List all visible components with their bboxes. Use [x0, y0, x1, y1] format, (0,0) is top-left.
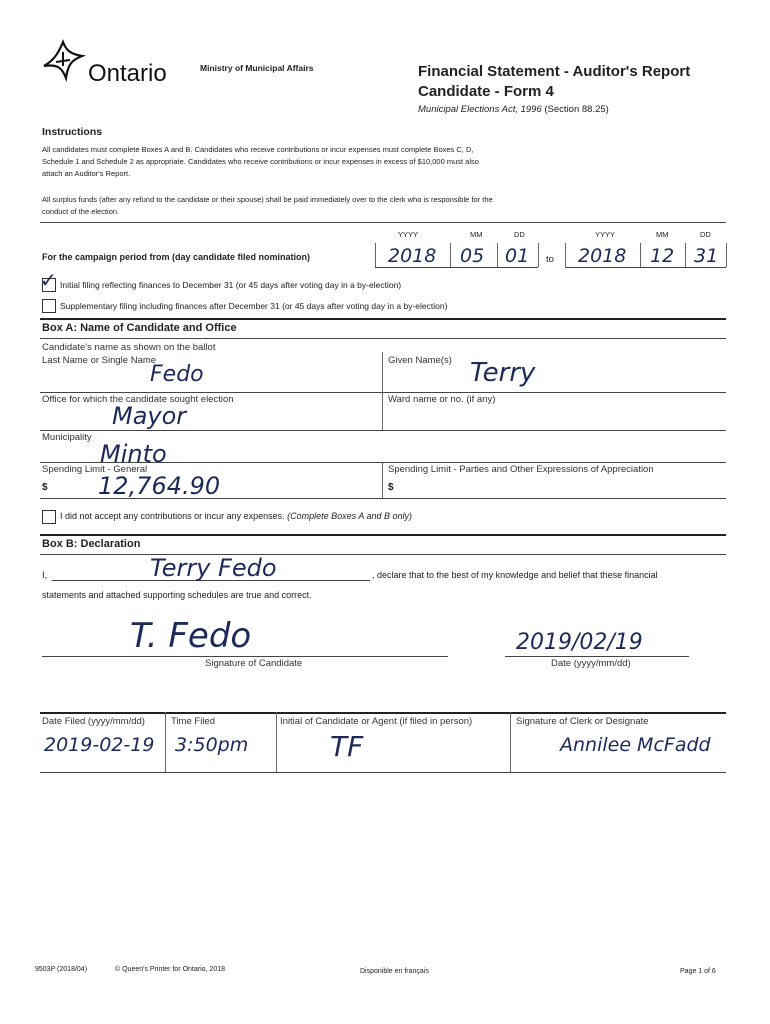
instructions-p2-l1: All surplus funds (after any refund to the candidate or their spouse) shall be paid immediately over to the clerk who is responsible for the: [42, 195, 493, 204]
period-from-yyyy[interactable]: 2018: [388, 245, 437, 267]
period-to-mm[interactable]: 12: [650, 245, 675, 267]
trillium-icon: [40, 38, 86, 84]
spending-general-label: Spending Limit - General: [42, 464, 148, 475]
signature-line: [42, 656, 448, 657]
period-frame: [565, 243, 566, 267]
date-filed-label: Date Filed (yyyy/mm/dd): [42, 716, 145, 727]
box-b-top-rule: [40, 534, 726, 536]
period-frame: [685, 243, 686, 267]
i-label: I,: [42, 570, 48, 581]
period-frame: [375, 267, 538, 268]
supplementary-filing-checkbox[interactable]: [42, 299, 56, 313]
box-a-divider: [40, 338, 726, 339]
form-number: 9503P (2018/04): [35, 966, 88, 973]
initial-agent-label: Initial of Candidate or Agent (if filed in person): [280, 716, 473, 727]
initial-agent-value[interactable]: TF: [330, 730, 364, 763]
ward-label: Ward name or no. (if any): [388, 394, 496, 405]
clerk-signature-label: Signature of Clerk or Designate: [516, 716, 649, 727]
period-frame: [375, 243, 376, 267]
time-filed-value[interactable]: 3:50pm: [175, 734, 249, 756]
no-contributions-note: (Complete Boxes A and B only): [287, 511, 413, 521]
spending-parties-label: Spending Limit - Parties and Other Expressions of Appreciation: [388, 464, 654, 475]
municipality-label: Municipality: [42, 432, 92, 443]
copyright: © Queen's Printer for Ontario, 2018: [115, 966, 225, 973]
box-a-top-rule: [40, 318, 726, 320]
office-value[interactable]: Mayor: [112, 402, 187, 430]
last-name-label: Last Name or Single Name: [42, 355, 157, 366]
field-rule: [40, 462, 726, 463]
initial-filing-label: Initial filing reflecting finances to December 31 (or 45 days after voting day in a by-election): [60, 280, 402, 290]
to-label: to: [546, 254, 554, 265]
form-title-line1: Financial Statement - Auditor's Report: [418, 63, 691, 80]
declaration-date-label: Date (yyyy/mm/dd): [551, 658, 631, 669]
period-frame: [726, 243, 727, 267]
act-name: Municipal Elections Act, 1996: [418, 104, 542, 115]
declarant-value[interactable]: Terry Fedo: [150, 554, 277, 582]
filed-bottom-rule: [40, 772, 726, 773]
clerk-signature-value[interactable]: Annilee McFadd: [560, 734, 711, 756]
col-mm-from: MM: [470, 230, 483, 239]
field-rule: [40, 498, 726, 499]
instructions-p2-l2: conduct of the election.: [42, 207, 120, 216]
declare-text-2: statements and attached supporting schedules are true and correct.: [42, 590, 312, 600]
period-to-dd[interactable]: 31: [694, 245, 719, 267]
col-mm-to: MM: [656, 230, 669, 239]
filed-top-rule: [40, 712, 726, 714]
instructions-p1-l2: Schedule 1 and Schedule 2 as appropriate. Candidates who receive contributions or incur expenses in excess of $10,000 must also: [42, 157, 479, 166]
ontario-wordmark: Ontario: [88, 60, 167, 87]
instructions-heading: Instructions: [42, 126, 103, 138]
date-filed-value[interactable]: 2019-02-19: [44, 734, 155, 756]
period-to-yyyy[interactable]: 2018: [578, 245, 627, 267]
form-title-line2: Candidate - Form 4: [418, 83, 554, 100]
instructions-p1-l3: attach an Auditor's Report.: [42, 169, 131, 178]
period-frame: [640, 243, 641, 267]
office-label: Office for which the candidate sought election: [42, 394, 234, 405]
period-frame: [497, 243, 498, 267]
declaration-date-value[interactable]: 2019/02/19: [516, 630, 643, 655]
col-yyyy-to: YYYY: [595, 230, 616, 239]
no-contributions-label: I did not accept any contributions or incur any expenses.: [60, 511, 285, 521]
field-rule: [40, 430, 726, 431]
municipality-value[interactable]: Minto: [100, 440, 167, 468]
signature-label: Signature of Candidate: [205, 658, 303, 669]
candidate-signature[interactable]: T. Fedo: [130, 616, 252, 656]
page-number: Page 1 of 6: [680, 968, 716, 975]
field-divider: [382, 392, 383, 430]
declare-text: , declare that to the best of my knowledge and belief that these financial: [372, 570, 658, 580]
ontario-logo: [40, 38, 190, 88]
period-frame: [450, 243, 451, 267]
currency-parties: $: [388, 482, 394, 493]
act-section: (Section 88.25): [544, 104, 609, 115]
currency-general: $: [42, 482, 48, 493]
col-dd-to: DD: [700, 230, 711, 239]
ballot-name-label: Candidate's name as shown on the ballot: [42, 342, 216, 353]
period-label: For the campaign period from (day candidate filed nomination): [42, 252, 311, 262]
ministry-name: Ministry of Municipal Affairs: [200, 63, 314, 73]
divider: [40, 222, 726, 223]
field-divider: [276, 712, 277, 772]
period-from-mm[interactable]: 05: [460, 245, 485, 267]
period-frame: [565, 267, 726, 268]
box-a-heading: Box A: Name of Candidate and Office: [42, 322, 237, 334]
field-divider: [510, 712, 511, 772]
given-name-label: Given Name(s): [388, 355, 452, 366]
field-rule: [40, 392, 726, 393]
french-availability: Disponible en français: [360, 968, 429, 975]
col-dd-from: DD: [514, 230, 525, 239]
spending-general-value[interactable]: 12,764.90: [98, 472, 221, 500]
period-frame: [538, 243, 539, 267]
box-b-divider: [40, 554, 726, 555]
last-name-value[interactable]: Fedo: [150, 362, 204, 387]
box-b-heading: Box B: Declaration: [42, 538, 141, 550]
field-divider: [165, 712, 166, 772]
time-filed-label: Time Filed: [171, 716, 215, 727]
date-line: [505, 656, 689, 657]
col-yyyy-from: YYYY: [398, 230, 419, 239]
act-citation: [418, 104, 609, 115]
no-contributions-text: [60, 511, 412, 521]
supplementary-filing-label: Supplementary filing including finances after December 31 (or 45 days after voting day in a by-election): [60, 301, 448, 311]
period-from-dd[interactable]: 01: [505, 245, 530, 267]
field-divider: [382, 352, 383, 392]
check-mark-icon: ✓: [40, 268, 57, 292]
field-divider: [382, 462, 383, 498]
given-name-value[interactable]: Terry: [470, 358, 536, 388]
instructions-p1-l1: All candidates must complete Boxes A and B. Candidates who receive contributions or incur expenses must complete Boxes C, D,: [42, 145, 474, 154]
no-contributions-checkbox[interactable]: [42, 510, 56, 524]
